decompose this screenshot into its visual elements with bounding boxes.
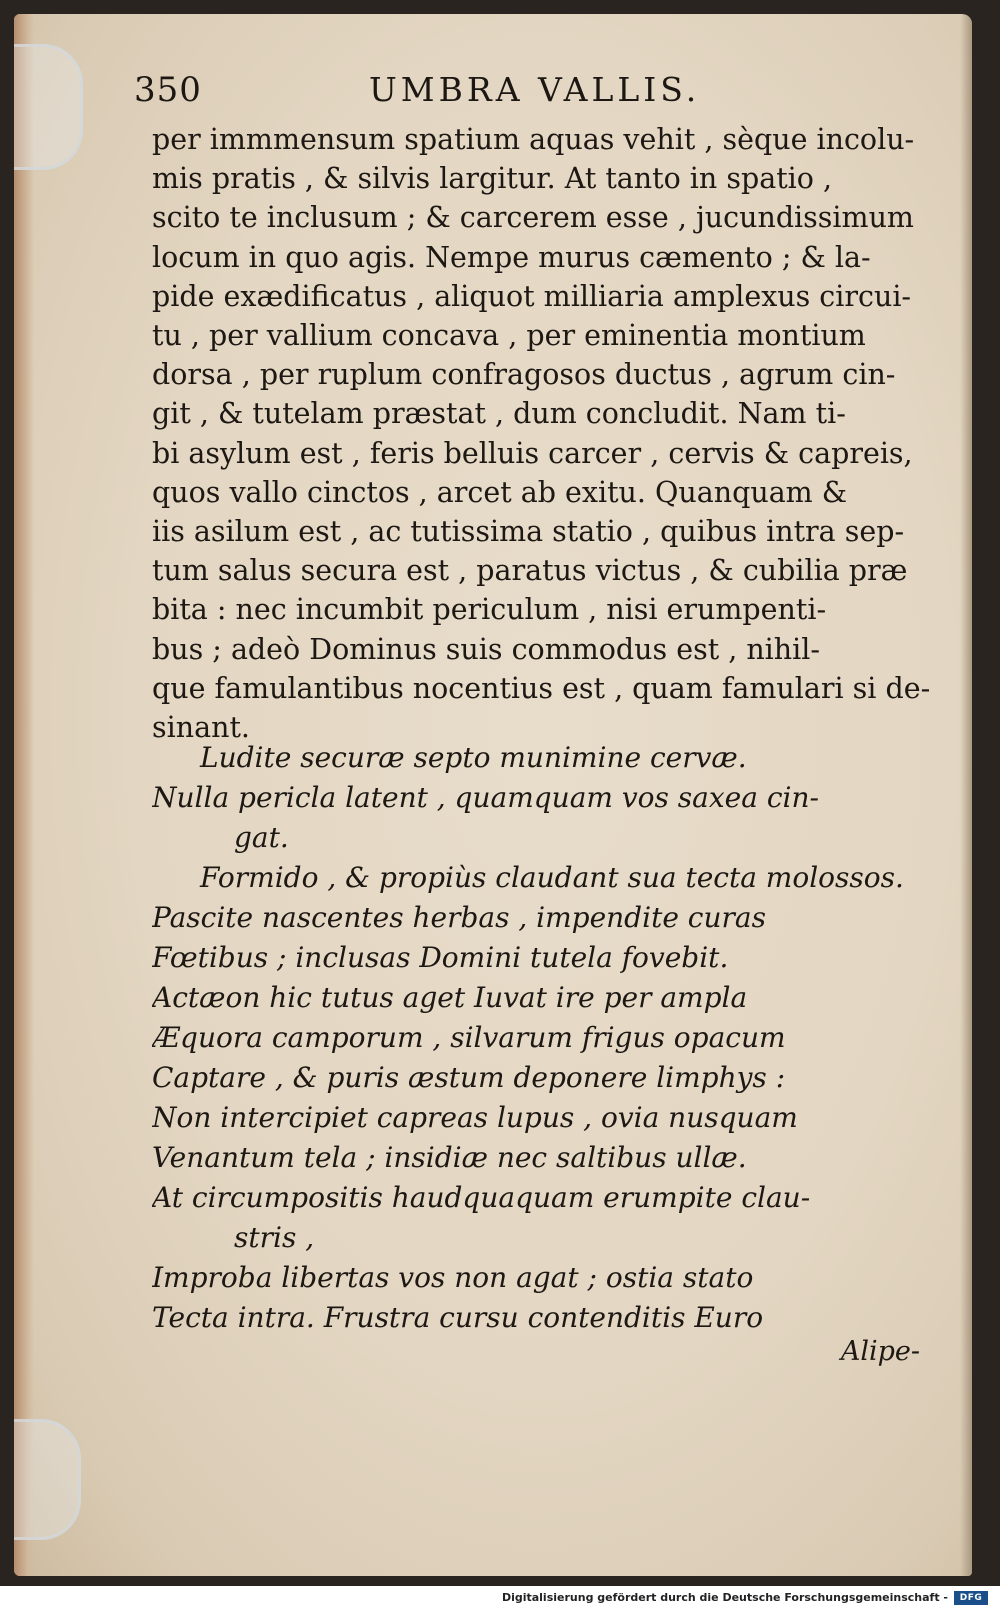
verse-line: Ludite securæ septo munimine cervæ.: [200, 741, 747, 774]
verse-line: Improba libertas vos non agat ; ostia stato: [152, 1261, 754, 1294]
prose-line: que famulantibus nocentius est , quam famulari si de-: [152, 671, 931, 705]
verse-line: Tecta intra. Frustra cursu contenditis Euro: [152, 1301, 764, 1334]
page-clip-bottom: [14, 1419, 81, 1540]
prose-line: scito te inclusum ; & carcerem esse , jucundissimum: [152, 201, 914, 235]
prose-line: bita : nec incumbit periculum , nisi erumpenti-: [152, 593, 827, 627]
verse-line: Æquora camporum , silvarum frigus opacum: [152, 1021, 786, 1054]
verse-line: Nulla pericla latent , quamquam vos saxea cin-: [152, 781, 819, 814]
prose-line: pide exædificatus , aliquot milliaria amplexus circui-: [152, 279, 912, 313]
page-edge-right: [960, 14, 972, 1576]
verse-line: Captare , & puris æstum deponere limphys :: [152, 1061, 786, 1094]
verse-block: [152, 738, 942, 1338]
prose-line: sinant.: [152, 711, 250, 745]
page-clip-top: [14, 44, 83, 170]
page-header: [134, 70, 944, 114]
prose-line: bi asylum est , feris belluis carcer , cervis & capreis,: [152, 436, 913, 470]
prose-line: iis asilum est , ac tutissima statio , quibus intra sep-: [152, 515, 905, 549]
verse-line: gat.: [234, 821, 289, 854]
prose-line: dorsa , per ruplum confragosos ductus , agrum cin-: [152, 358, 896, 392]
book-page: [14, 14, 972, 1576]
verse-line: Actæon hic tutus aget Iuvat ire per ampla: [152, 981, 748, 1014]
dfg-logo-icon: DFG: [954, 1591, 988, 1605]
funding-credit: Digitalisierung gefördert durch die Deutsche Forschungsgemeinschaft -: [501, 1591, 948, 1604]
running-title: UMBRA VALLIS.: [369, 70, 701, 109]
prose-line: tu , per vallium concava , per eminentia montium: [152, 319, 866, 353]
prose-line: tum salus secura est , paratus victus , & cubilia præ: [152, 554, 908, 588]
page-number: 350: [134, 70, 202, 110]
catchword: Alipe-: [840, 1336, 920, 1367]
prose-line: git , & tutelam præstat , dum concludit. Nam ti-: [152, 397, 846, 431]
digitization-footer: [0, 1586, 1000, 1611]
prose-line: quos vallo cinctos , arcet ab exitu. Quanquam &: [152, 475, 848, 509]
verse-line: Non intercipiet capreas lupus , ovia nusquam: [152, 1101, 798, 1134]
verse-line: stris ,: [234, 1221, 315, 1254]
prose-line: per immmensum spatium aquas vehit , sèque incolu-: [152, 123, 915, 156]
prose-line: locum in quo agis. Nempe murus cæmento ; & la-: [152, 240, 871, 274]
verse-line: At circumpositis haudquaquam erumpite clau-: [152, 1181, 811, 1214]
verse-line: Formido , & propiùs claudant sua tecta molossos.: [200, 861, 904, 894]
verse-line: Fœtibus ; inclusas Domini tutela fovebit.: [152, 941, 729, 974]
prose-line: mis pratis , & silvis largitur. At tanto in spatio ,: [152, 162, 833, 196]
verse-line: Pascite nascentes herbas , impendite curas: [152, 901, 766, 934]
page-edge-left: [14, 14, 34, 1576]
prose-paragraph: [152, 120, 942, 747]
prose-line: bus ; adeò Dominus suis commodus est , nihil-: [152, 632, 821, 666]
verse-line: Venantum tela ; insidiæ nec saltibus ullæ.: [152, 1141, 747, 1174]
